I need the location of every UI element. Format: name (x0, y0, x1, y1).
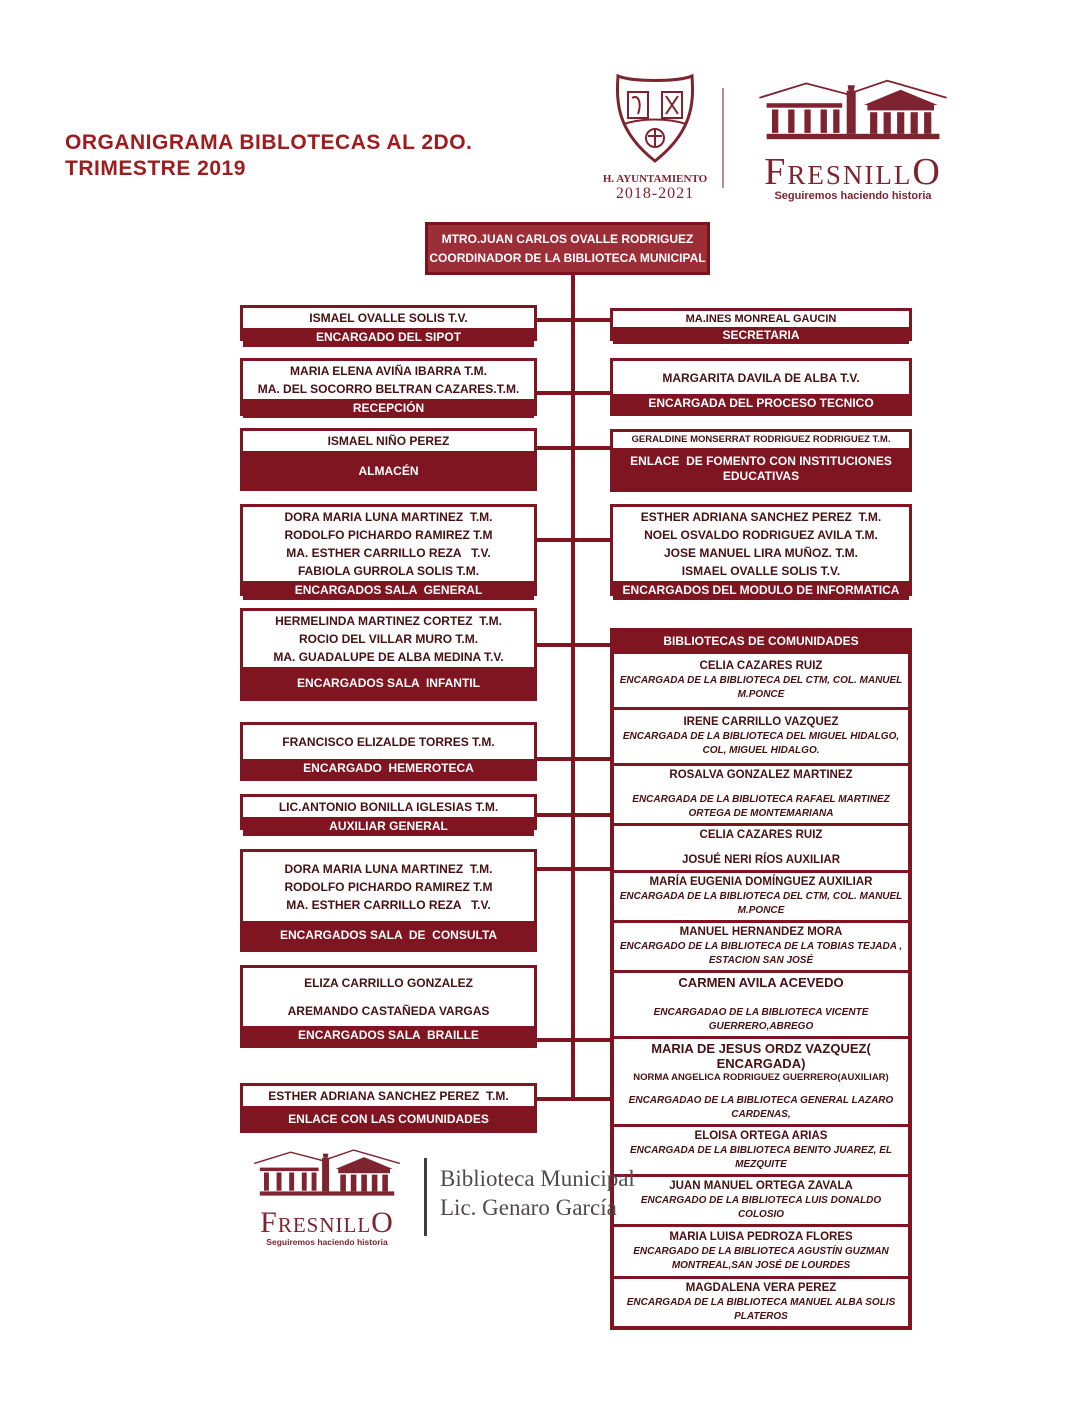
crest-shield-icon (612, 153, 698, 170)
comunidad-entry (614, 651, 908, 707)
comunidad-entry (614, 970, 908, 1036)
connector-stub (537, 813, 614, 817)
org-box-sala-infantil (240, 608, 537, 701)
person-name: DORA MARIA LUNA MARTINEZ T.M. (284, 862, 493, 876)
connector-stub (537, 1097, 614, 1101)
footer-divider (424, 1158, 427, 1236)
person-name: NOEL OSVALDO RODRIGUEZ AVILA T.M. (644, 528, 878, 542)
role-band: SECRETARIA (613, 327, 909, 344)
person-name: MA. ESTHER CARRILLO REZA T.V. (286, 898, 491, 912)
person-name: ISMAEL OVALLE SOLIS T.V. (309, 311, 468, 325)
library-role: ENCARGADAO DE LA BIBLIOTECA GENERAL LAZARO CARDENAS, (628, 1095, 894, 1120)
role-band: RECEPCIÓN (243, 399, 534, 418)
person-name: ESTHER ADRIANA SANCHEZ PEREZ T.M. (640, 510, 882, 524)
person-name: ISMAEL NIÑO PEREZ (327, 434, 450, 448)
person-name: FRANCISCO ELIZALDE TORRES T.M. (282, 735, 495, 749)
comunidad-entry (614, 1224, 908, 1276)
person-name: MARIA ELENA AVIÑA IBARRA T.M. (290, 364, 487, 378)
org-box-proceso-tecnico (610, 358, 912, 416)
person-name: JOSUÉ NERI RÍOS AUXILIAR (681, 854, 841, 866)
person-name: ISMAEL OVALLE SOLIS T.V. (681, 564, 841, 578)
role-band: ENCARGADOS SALA BRAILLE (243, 1026, 534, 1045)
org-box-secretaria (610, 308, 912, 341)
page-title (65, 130, 472, 182)
fresnillo-tagline: Seguiremos haciendo historia (266, 1237, 388, 1247)
page-title-line2: TRIMESTRE 2019 (65, 157, 246, 180)
org-box-sala-general (240, 504, 537, 596)
coordinador-name: MTRO.JUAN CARLOS OVALLE RODRIGUEZ (441, 231, 694, 246)
library-role: ENCARGADA DE LA BIBLIOTECA MANUEL ALBA SOLIS PLATEROS (626, 1297, 896, 1322)
library-role: ENCARGADO DE LA BIBLIOTECA AGUSTÍN GUZMAN MONTREAL,SAN JOSÉ DE LOURDES (633, 1246, 889, 1271)
role-band: ENLACE CON LAS COMUNIDADES (243, 1106, 534, 1132)
page-title-line1: ORGANIGRAMA BIBLOTECAS AL 2DO. (65, 131, 473, 154)
role-band: AUXILIAR GENERAL (243, 817, 534, 836)
person-name: FABIOLA GURROLA SOLIS T.M. (297, 564, 480, 578)
connector-stub (537, 757, 614, 761)
bibliotecas-comunidades-box (610, 628, 912, 1330)
org-box-sala-consulta (240, 849, 537, 952)
person-name: CELIA CAZARES RUIZ (699, 660, 823, 672)
person-name: DORA MARIA LUNA MARTINEZ T.M. (284, 510, 493, 524)
role-band: ENCARGADA DEL PROCESO TECNICO (613, 394, 909, 413)
comunidad-entry (614, 920, 908, 970)
role-band: ENCARGADOS DEL MODULO DE INFORMATICA (613, 581, 909, 600)
connector-trunk (571, 274, 575, 1101)
person-name: JUAN MANUEL ORTEGA ZAVALA (669, 1180, 853, 1192)
org-box-sipot (240, 305, 537, 344)
coordinador-role: COORDINADOR DE LA BIBLIOTECA MUNICIPAL (429, 250, 706, 265)
crest-years: 2018-2021 (615, 185, 695, 202)
library-name-line1: Biblioteca Municipal (440, 1166, 635, 1191)
library-role: ENCARGADA DE LA BIBLIOTECA DEL MIGUEL HIDALGO, COL, MIGUEL HIDALGO. (622, 731, 900, 756)
person-name: LIC.ANTONIO BONILLA IGLESIAS T.M. (278, 800, 499, 814)
person-name: ELIZA CARRILLO GONZALEZ (304, 976, 473, 990)
role-band: ENCARGADO HEMEROTECA (243, 759, 534, 778)
comunidad-entry (614, 870, 908, 920)
connector-stub (537, 446, 614, 450)
person-name: NORMA ANGELICA RODRIGUEZ GUERRERO(AUXILIAR) (633, 1072, 889, 1083)
header-divider (722, 88, 724, 188)
person-name: MARGARITA DAVILA DE ALBA T.V. (662, 370, 860, 385)
fresnillo-logo-header (748, 78, 958, 202)
org-box-hemeroteca (240, 722, 537, 781)
org-box-coordinador (425, 222, 710, 275)
person-name: ROCIO DEL VILLAR MURO T.M. (298, 632, 479, 646)
person-name: MANUEL HERNANDEZ MORA (679, 926, 843, 938)
org-box-auxiliar-general (240, 794, 537, 833)
person-name: CARMEN AVILA ACEVEDO (678, 975, 844, 990)
library-name-line2: Lic. Genaro García (440, 1195, 617, 1220)
role-band: ENLACE DE FOMENTO CON INSTITUCIONES EDUCATIVAS (613, 448, 909, 489)
fresnillo-wordmark: FresnillO (764, 151, 942, 193)
person-name: ESTHER ADRIANA SANCHEZ PEREZ T.M. (268, 1089, 509, 1103)
library-role: ENCARGADA DE LA BIBLIOTECA DEL CTM, COL. MANUEL M.PONCE (619, 891, 903, 916)
connector-stub (537, 643, 614, 647)
person-name: MAGDALENA VERA PEREZ (685, 1282, 837, 1294)
connector-stub (537, 867, 614, 871)
comunidad-entry (614, 1124, 908, 1174)
library-role: ENCARGADO DE LA BIBLIOTECA DE LA TOBIAS TEJADA , ESTACION SAN JOSÉ (619, 941, 903, 966)
person-name: ROSALVA GONZALEZ MARTINEZ (669, 769, 853, 781)
org-box-modulo-informatica (610, 504, 912, 596)
role-band: ENCARGADOS SALA GENERAL (243, 581, 534, 600)
person-name: MA.INES MONREAL GAUCIN (685, 313, 837, 325)
org-box-recepcion (240, 358, 537, 416)
connector-stub (537, 538, 614, 542)
person-name: MARIA LUISA PEDROZA FLORES (669, 1231, 853, 1243)
role-band: ENCARGADOS SALA INFANTIL (243, 667, 534, 699)
comunidad-entry (614, 823, 908, 870)
connector-stub (537, 1038, 614, 1042)
comunidades-header: BIBLIOTECAS DE COMUNIDADES (614, 632, 908, 651)
connector-stub (537, 391, 614, 395)
comunidad-entry (614, 1276, 908, 1326)
person-name: GERALDINE MONSERRAT RODRIGUEZ RODRIGUEZ T.M. (631, 434, 891, 445)
library-role: ENCARGADO DE LA BIBLIOTECA LUIS DONALDO COLOSIO (640, 1195, 882, 1220)
person-name: ELOISA ORTEGA ARIAS (694, 1130, 828, 1142)
person-name: JOSE MANUEL LIRA MUÑOZ. T.M. (663, 546, 858, 560)
comunidad-entry (614, 1036, 908, 1124)
library-role: ENCARGADA DE LA BIBLIOTECA RAFAEL MARTINEZ ORTEGA DE MONTEMARIANA (632, 794, 890, 819)
library-role: ENCARGADA DE LA BIBLIOTECA BENITO JUAREZ, EL MEZQUITE (629, 1145, 893, 1170)
person-name: AREMANDO CASTAÑEDA VARGAS (287, 1004, 490, 1018)
crest-caption: H. AYUNTAMIENTO (602, 173, 708, 185)
org-box-sala-braille (240, 965, 537, 1048)
org-box-almacen (240, 428, 537, 491)
role-band: ENCARGADOS SALA DE CONSULTA (243, 921, 534, 949)
fresnillo-tagline: Seguiremos haciendo historia (774, 190, 932, 202)
person-name: MA. DEL SOCORRO BELTRAN CAZARES.T.M. (257, 382, 520, 396)
person-name: RODOLFO PICHARDO RAMIREZ T.M (284, 528, 493, 542)
person-name: MA. ESTHER CARRILLO REZA T.V. (286, 546, 491, 560)
person-name: IRENE CARRILLO VAZQUEZ (683, 716, 839, 728)
comunidad-entry (614, 1174, 908, 1224)
person-name: CELIA CAZARES RUIZ (699, 829, 823, 841)
library-role: ENCARGADAO DE LA BIBLIOTECA VICENTE GUERRERO,ABREGO (653, 1007, 869, 1032)
fresnillo-logo-footer (242, 1148, 412, 1247)
role-band: ENCARGADO DEL SIPOT (243, 328, 534, 347)
person-name: RODOLFO PICHARDO RAMIREZ T.M (284, 880, 493, 894)
org-box-enlace-fomento (610, 429, 912, 492)
footer-library-name (440, 1164, 635, 1222)
person-name: MARIA DE JESUS ORDZ VAZQUEZ( ENCARGADA) (651, 1041, 871, 1071)
org-box-enlace-comunidades (240, 1083, 537, 1133)
connector-stub (537, 318, 614, 322)
person-name: MARÍA EUGENIA DOMÍNGUEZ AUXILIAR (649, 876, 873, 888)
library-role: ENCARGADA DE LA BIBLIOTECA DEL CTM, COL. MANUEL M.PONCE (619, 675, 903, 700)
person-name: HERMELINDA MARTINEZ CORTEZ T.M. (275, 614, 502, 628)
comunidad-entry (614, 763, 908, 823)
role-band: ALMACÉN (243, 451, 534, 491)
ayuntamiento-crest (600, 70, 710, 203)
comunidad-entry (614, 707, 908, 763)
fresnillo-wordmark: FresnillO (260, 1206, 394, 1239)
person-name: MA. GUADALUPE DE ALBA MEDINA T.V. (273, 650, 504, 664)
